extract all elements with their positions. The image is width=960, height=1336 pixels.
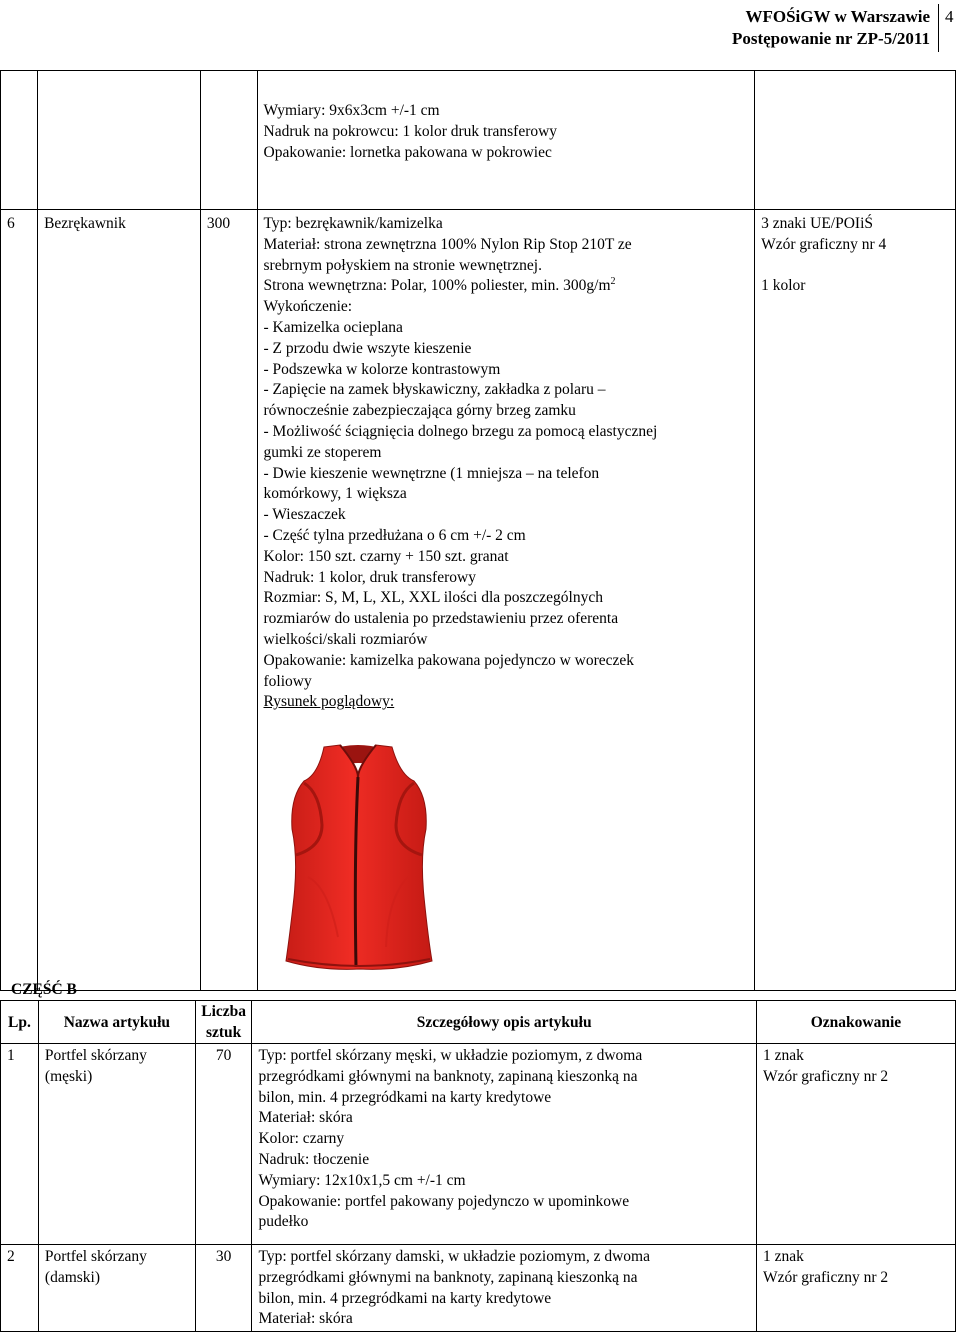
part-b-title: CZĘŚĆ B xyxy=(11,981,77,998)
items-table-a xyxy=(0,70,956,991)
col-header-name: Nazwa artykułu xyxy=(38,1001,195,1044)
item-name: Portfel skórzany (męski) xyxy=(38,1044,195,1245)
marking-cell: 1 znak Wzór graficzny nr 2 xyxy=(756,1044,955,1245)
col-header-lp: Lp. xyxy=(1,1001,39,1044)
drawing-label: Rysunek poglądowy: xyxy=(263,693,395,711)
table-row: 2 Portfel skórzany (damski) 30 Typ: portfel skórzany damski, w układzie poziomym, z dwoma przegródkami głównymi na banknoty, zapinaną kieszonką na bilon, min. 4 przegródkami na karty kredytowe Materiał: skóra 1 znak Wzór graficzny nr 2 xyxy=(1,1245,956,1332)
header-divider xyxy=(938,4,939,52)
marking-cell: 3 znaki UE/POIiŚ Wzór graficzny nr 4 1 kolor xyxy=(755,210,956,991)
table-row: 1 Portfel skórzany (męski) 70 Typ: portfel skórzany męski, w układzie poziomym, z dwoma przegródkami głównymi na banknoty, zapinaną kieszonką na bilon, min. 4 przegródkami na karty kredytowe Materiał: skóra Kolor: czarny Nadruk: tłoczenie Wymiary: 12x10x1,5 cm +/-1 cm Opakowanie: portfel pakowany pojedynczo w upominkowe pudełko 1 znak Wzór graficzny nr 2 xyxy=(1,1044,956,1245)
col-header-desc: Szczegółowy opis artykułu xyxy=(252,1001,756,1044)
description-cell: Typ: portfel skórzany męski, w układzie poziomym, z dwoma przegródkami głównymi na banknoty, zapinaną kieszonką na bilon, min. 4 przegródkami na karty kredytowe Materiał: skóra Kolor: czarny Nadruk: tłoczenie Wymiary: 12x10x1,5 cm +/-1 cm Opakowanie: portfel pakowany pojedynczo w upominkowe pudełko xyxy=(252,1044,756,1245)
vest-illustration xyxy=(268,737,448,975)
table-header xyxy=(1,1001,956,1044)
table-row xyxy=(1,71,956,210)
col-header-qty: Liczba sztuk xyxy=(195,1001,252,1044)
item-name: Bezrękawnik xyxy=(38,210,201,991)
table-row xyxy=(1,210,956,991)
description-cell: Wymiary: 9x6x3cm +/-1 cm Nadruk na pokrowcu: 1 kolor druk transferowy Opakowanie: lornetka pakowana w pokrowiec xyxy=(257,71,755,210)
description-cell: Typ: bezrękawnik/kamizelka Materiał: strona zewnętrzna 100% Nylon Rip Stop 210T ze srebrnym połyskiem na stronie wewnętrznej. Strona wewnętrzna: Polar, 100% poliester, min. $300g/m^2$ Wykończenie: - Kamizelka ocieplana - Z przodu dwie wszyte kieszenie - Podszewka w kolorze kontrastowym - Zapięcie na zamek błyskawiczny, zakładka z polaru – równocześnie zabezpieczająca górny brzeg zamku - Możliwość ściągnięcia dolnego brzegu za pomocą elastycznej gumki ze stoperem - Dwie kieszenie wewnętrzne (1 mniejsza – na telefon komórkowy, 1 większa - Wieszaczek - Część tylna przedłużana o 6 cm +/- 2 cm Kolor: 150 szt. czarny + 150 szt. granat Nadruk: 1 kolor, druk transferowy Rozmiar: S, M, L, XL, XXL ilości dla poszczególnych rozmiarów do ustalenia po przedstawieniu przez oferenta wielkości/skali rozmiarów Opakowanie: kamizelka pakowana pojedynczo w woreczek foliowy Rysunek poglądowy: xyxy=(257,210,755,991)
item-qty: 70 xyxy=(195,1044,252,1245)
marking-cell: 1 znak Wzór graficzny nr 2 xyxy=(756,1245,955,1332)
item-lp: 6 xyxy=(1,210,38,991)
item-qty: 30 xyxy=(195,1245,252,1332)
item-name: Portfel skórzany (damski) xyxy=(38,1245,195,1332)
col-header-marking: Oznakowanie xyxy=(756,1001,955,1044)
page-header xyxy=(570,6,930,50)
items-table-b xyxy=(0,1000,956,1332)
description-cell: Typ: portfel skórzany damski, w układzie poziomym, z dwoma przegródkami głównymi na banknoty, zapinaną kieszonką na bilon, min. 4 przegródkami na karty kredytowe Materiał: skóra xyxy=(252,1245,756,1332)
page-number: 4 xyxy=(945,7,954,26)
item-qty: 300 xyxy=(200,210,257,991)
header-org: WFOŚiGW w Warszawie xyxy=(745,7,930,26)
header-case: Postępowanie nr ZP-5/2011 xyxy=(731,29,930,48)
